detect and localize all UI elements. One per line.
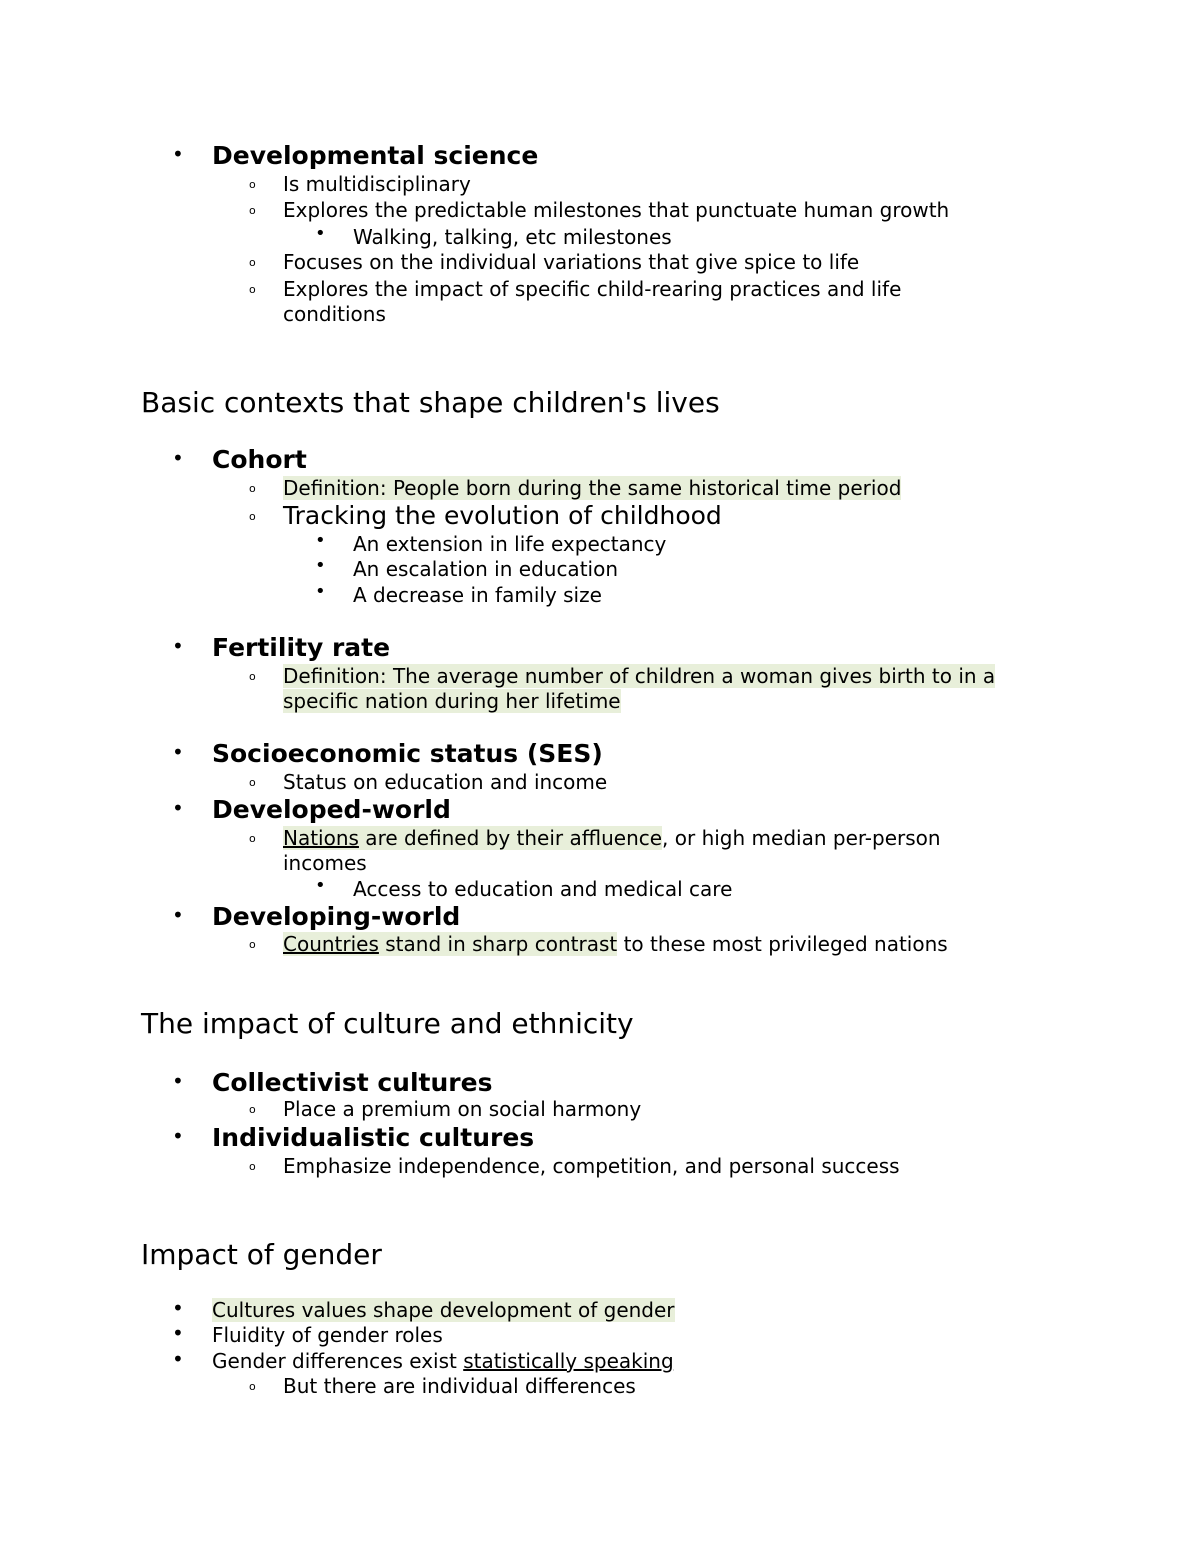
list-item: Gender differences exist statistically speaking [212, 1349, 674, 1373]
highlighted-text: Definition: The average number of children a woman gives birth to in a [283, 664, 996, 688]
list-item: Countries stand in sharp contrast to these most privileged nations [283, 932, 948, 956]
bullet-disc: • [315, 530, 326, 551]
list-item: Status on education and income [283, 770, 608, 794]
list-item: Access to education and medical care [353, 877, 733, 901]
bullet-disc: • [172, 1124, 184, 1148]
highlighted-text: Countries stand in sharp contrast [283, 932, 618, 956]
definition-cohort [283, 475, 901, 501]
highlighted-text: Definition: People born during the same historical time period [283, 476, 902, 500]
bullet-disc: • [172, 634, 184, 658]
section-title-developmental-science: Developmental science [212, 141, 539, 170]
bullet-circle: o [249, 776, 256, 789]
term-individualistic: Individualistic cultures [212, 1123, 535, 1152]
bullet-circle: o [249, 178, 256, 191]
bullet-disc: • [172, 446, 184, 470]
bullet-circle: o [249, 1103, 256, 1116]
bullet-circle: o [249, 283, 256, 296]
bullet-disc: • [172, 1069, 184, 1093]
bullet-circle: o [249, 832, 256, 845]
bullet-circle: o [249, 256, 256, 269]
list-item: Is multidisciplinary [283, 172, 471, 196]
bullet-circle: o [249, 482, 256, 495]
term-collectivist: Collectivist cultures [212, 1068, 493, 1097]
list-item [212, 1297, 675, 1323]
term-developed-world: Developed-world [212, 795, 451, 824]
bullet-disc: • [172, 1296, 184, 1320]
list-item: An escalation in education [353, 557, 618, 581]
underlined-text: Countries [283, 932, 379, 956]
highlighted-text: Nations are defined by their affluence [283, 826, 663, 850]
list-item: Explores the impact of specific child-rearing practices and life [283, 277, 902, 301]
term-developing-world: Developing-world [212, 902, 461, 931]
definition-fertility [283, 663, 995, 689]
bullet-disc: • [315, 875, 326, 896]
bullet-disc: • [172, 1321, 184, 1345]
bullet-disc: • [172, 142, 184, 166]
bullet-circle: o [249, 670, 256, 683]
section-heading: The impact of culture and ethnicity [141, 1007, 634, 1040]
list-item: But there are individual differences [283, 1374, 636, 1398]
bullet-disc: • [172, 740, 184, 764]
section-heading: Basic contexts that shape children's lives [141, 386, 720, 419]
definition-fertility-continued [283, 688, 621, 714]
bullet-disc: • [315, 555, 326, 576]
list-item-continued: incomes [283, 851, 367, 875]
bullet-circle: o [249, 204, 256, 217]
bullet-disc: • [315, 223, 326, 244]
list-item: A decrease in family size [353, 583, 602, 607]
underlined-text: Nations [283, 826, 359, 850]
list-item: Fluidity of gender roles [212, 1323, 443, 1347]
bullet-circle: o [249, 938, 256, 951]
bullet-circle: o [249, 1380, 256, 1393]
term-fertility-rate: Fertility rate [212, 633, 391, 662]
subheading-tracking: Tracking the evolution of childhood [283, 501, 722, 530]
list-item: Emphasize independence, competition, and personal success [283, 1154, 900, 1178]
list-item: Walking, talking, etc milestones [353, 225, 672, 249]
list-item: An extension in life expectancy [353, 532, 667, 556]
list-item: Nations are defined by their affluence, or high median per-person [283, 826, 941, 850]
underlined-text: statistically speaking [463, 1349, 674, 1373]
bullet-disc: • [172, 1347, 184, 1371]
bullet-circle: o [249, 1160, 256, 1173]
list-item-continued: conditions [283, 302, 386, 326]
list-item: Place a premium on social harmony [283, 1097, 642, 1121]
bullet-disc: • [172, 796, 184, 820]
term-cohort: Cohort [212, 445, 307, 474]
list-item: Focuses on the individual variations that give spice to life [283, 250, 860, 274]
list-item: Explores the predictable milestones that punctuate human growth [283, 198, 950, 222]
bullet-disc: • [315, 581, 326, 602]
bullet-circle: o [249, 510, 256, 523]
highlighted-text: specific nation during her lifetime [283, 689, 621, 713]
term-ses: Socioeconomic status (SES) [212, 739, 603, 768]
bullet-disc: • [172, 903, 184, 927]
highlighted-text: Cultures values shape development of gender [212, 1298, 675, 1322]
section-heading: Impact of gender [141, 1238, 382, 1271]
